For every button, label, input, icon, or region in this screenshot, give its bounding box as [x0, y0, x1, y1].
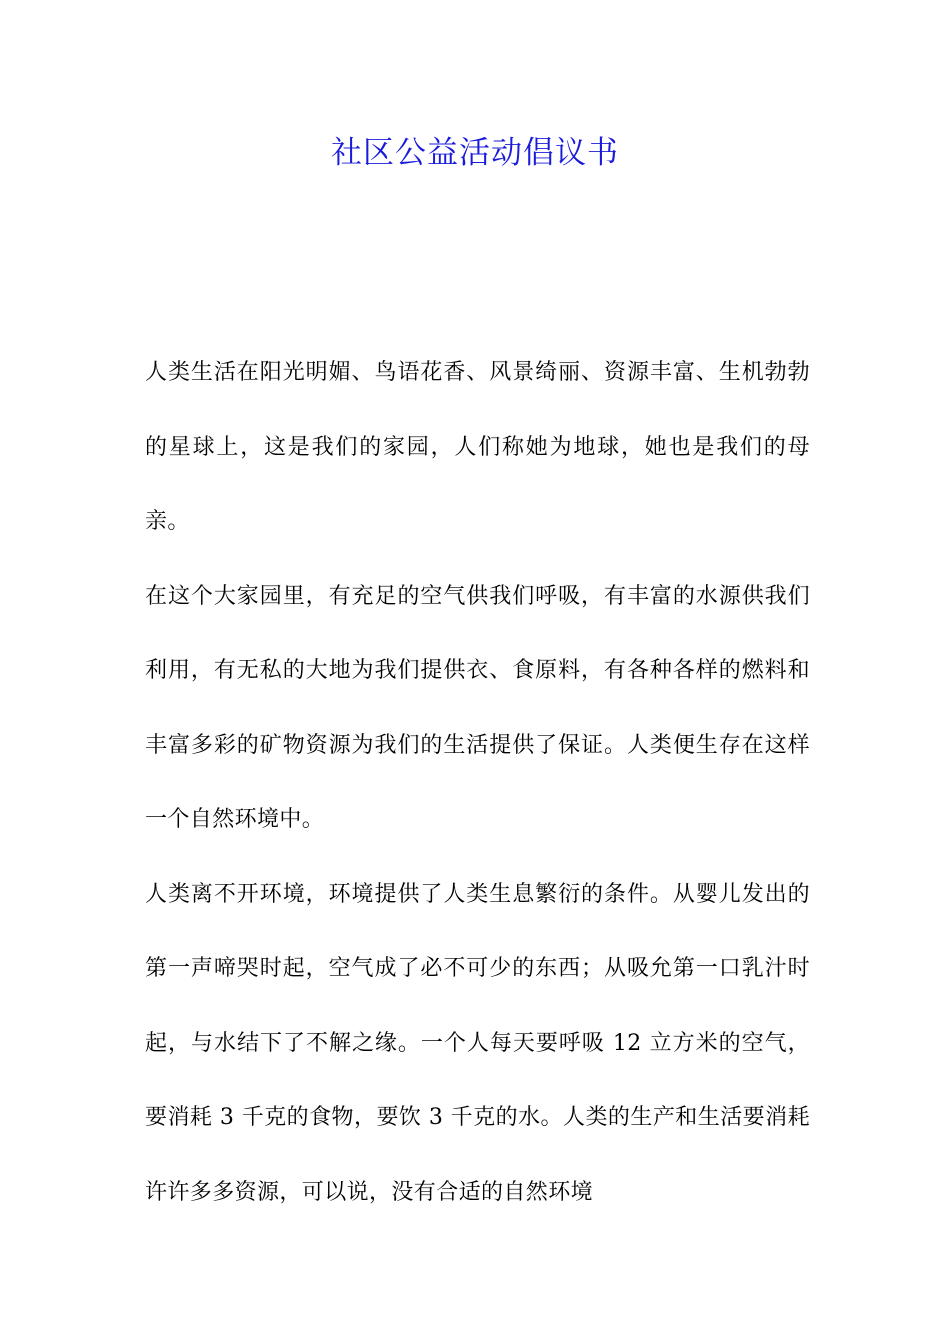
- document-title: 社区公益活动倡议书: [331, 135, 619, 171]
- paragraph-resources: 在这个大家园里，有充足的空气供我们呼吸，有丰富的水源供我们利用，有无私的大地为我们提供衣、食原料，有各种各样的燃料和丰富多彩的矿物资源为我们的生活提供了保证。人类便生存在这样一个自然环境中。: [145, 583, 810, 832]
- document-body: [145, 336, 810, 1230]
- paragraph-environment-needs: 人类离不开环境，环境提供了人类生息繁衍的条件。从婴儿发出的第一声啼哭时起，空气成了必不可少的东西；从吸允第一口乳汁时起，与水结下了不解之缘。一个人每天要呼吸 12 立方米的空气，要消耗 3 千克的食物，要饮 3 千克的水。人类的生产和生活要消耗许许多多资源，可以说，没有合适的自然环境: [145, 881, 810, 1205]
- paragraph-earth-home: 人类生活在阳光明媚、鸟语花香、风景绮丽、资源丰富、生机勃勃的星球上，这是我们的家园，人们称她为地球，她也是我们的母亲。: [145, 360, 810, 534]
